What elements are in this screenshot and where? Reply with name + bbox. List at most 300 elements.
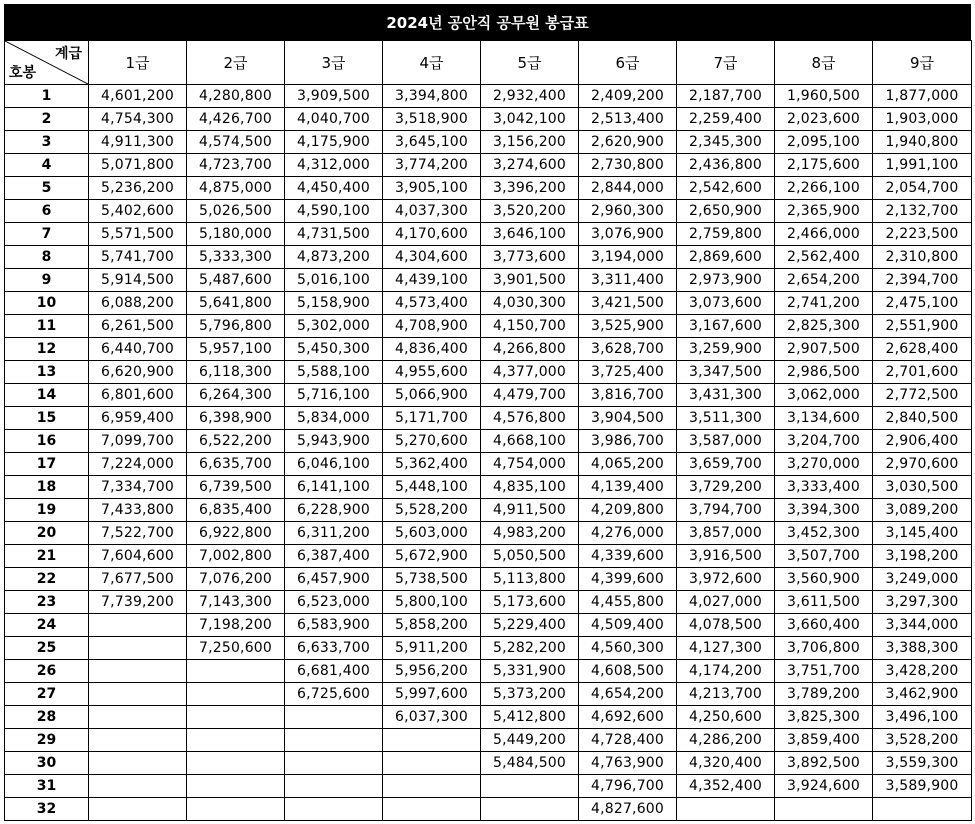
salary-cell: 3,431,300 <box>677 384 775 407</box>
salary-cell <box>89 660 187 683</box>
salary-cell: 3,857,000 <box>677 522 775 545</box>
salary-cell: 6,725,600 <box>285 683 383 706</box>
salary-cell: 2,840,500 <box>873 407 972 430</box>
salary-cell <box>285 775 383 798</box>
salary-cell: 4,754,300 <box>89 108 187 131</box>
table-row <box>5 752 972 775</box>
salary-cell: 2,475,100 <box>873 292 972 315</box>
salary-cell: 5,180,000 <box>187 223 285 246</box>
table-row <box>5 361 972 384</box>
salary-cell: 2,132,700 <box>873 200 972 223</box>
salary-cell: 4,479,700 <box>481 384 579 407</box>
salary-cell: 4,455,800 <box>579 591 677 614</box>
step-cell: 18 <box>5 476 89 499</box>
salary-cell: 6,440,700 <box>89 338 187 361</box>
salary-cell <box>285 798 383 821</box>
salary-cell: 5,914,500 <box>89 269 187 292</box>
step-cell: 30 <box>5 752 89 775</box>
salary-cell: 2,772,500 <box>873 384 972 407</box>
salary-cell: 2,825,300 <box>775 315 873 338</box>
salary-cell: 2,654,200 <box>775 269 873 292</box>
table-row <box>5 591 972 614</box>
salary-cell: 4,286,200 <box>677 729 775 752</box>
grade-header-6: 6급 <box>579 41 677 85</box>
salary-cell: 5,943,900 <box>285 430 383 453</box>
salary-cell: 4,723,700 <box>187 154 285 177</box>
salary-cell: 4,399,600 <box>579 568 677 591</box>
salary-cell: 1,903,000 <box>873 108 972 131</box>
salary-cell: 5,016,100 <box>285 269 383 292</box>
salary-cell: 6,922,800 <box>187 522 285 545</box>
salary-cell: 4,754,000 <box>481 453 579 476</box>
salary-cell: 7,677,500 <box>89 568 187 591</box>
table-row <box>5 246 972 269</box>
salary-cell <box>775 798 873 821</box>
salary-cell: 5,911,200 <box>383 637 481 660</box>
step-cell: 23 <box>5 591 89 614</box>
salary-cell: 7,433,800 <box>89 499 187 522</box>
salary-cell: 4,692,600 <box>579 706 677 729</box>
salary-cell: 5,173,600 <box>481 591 579 614</box>
salary-cell: 2,466,000 <box>775 223 873 246</box>
salary-cell: 4,654,200 <box>579 683 677 706</box>
salary-cell: 3,062,000 <box>775 384 873 407</box>
table-row <box>5 154 972 177</box>
salary-cell: 3,901,500 <box>481 269 579 292</box>
salary-cell: 3,816,700 <box>579 384 677 407</box>
salary-cell: 7,099,700 <box>89 430 187 453</box>
step-cell: 20 <box>5 522 89 545</box>
salary-cell: 5,229,400 <box>481 614 579 637</box>
salary-cell: 4,911,300 <box>89 131 187 154</box>
salary-cell: 5,302,000 <box>285 315 383 338</box>
step-cell: 7 <box>5 223 89 246</box>
salary-sheet <box>4 4 971 821</box>
salary-cell: 2,409,200 <box>579 85 677 108</box>
salary-cell: 3,421,500 <box>579 292 677 315</box>
salary-cell: 4,250,600 <box>677 706 775 729</box>
salary-cell: 3,347,500 <box>677 361 775 384</box>
salary-cell: 5,270,600 <box>383 430 481 453</box>
salary-cell: 5,716,100 <box>285 384 383 407</box>
salary-cell: 4,835,100 <box>481 476 579 499</box>
salary-cell: 4,426,700 <box>187 108 285 131</box>
salary-cell: 4,560,300 <box>579 637 677 660</box>
grade-header-9: 9급 <box>873 41 972 85</box>
salary-cell: 3,507,700 <box>775 545 873 568</box>
salary-cell: 6,264,300 <box>187 384 285 407</box>
step-cell: 5 <box>5 177 89 200</box>
step-cell: 25 <box>5 637 89 660</box>
salary-cell: 3,274,600 <box>481 154 579 177</box>
salary-cell: 4,276,000 <box>579 522 677 545</box>
salary-cell: 3,645,100 <box>383 131 481 154</box>
salary-cell: 2,175,600 <box>775 154 873 177</box>
salary-cell: 2,960,300 <box>579 200 677 223</box>
salary-cell: 3,388,300 <box>873 637 972 660</box>
step-cell: 29 <box>5 729 89 752</box>
grade-header-4: 4급 <box>383 41 481 85</box>
salary-cell: 2,436,800 <box>677 154 775 177</box>
salary-cell: 1,991,100 <box>873 154 972 177</box>
salary-cell: 4,170,600 <box>383 223 481 246</box>
salary-cell: 7,143,300 <box>187 591 285 614</box>
salary-cell: 2,310,800 <box>873 246 972 269</box>
salary-cell: 5,484,500 <box>481 752 579 775</box>
step-cell: 12 <box>5 338 89 361</box>
salary-cell: 3,198,200 <box>873 545 972 568</box>
salary-cell: 2,620,900 <box>579 131 677 154</box>
salary-cell: 3,774,200 <box>383 154 481 177</box>
salary-cell: 4,030,300 <box>481 292 579 315</box>
salary-cell: 4,027,000 <box>677 591 775 614</box>
salary-cell: 3,972,600 <box>677 568 775 591</box>
step-cell: 26 <box>5 660 89 683</box>
salary-cell: 5,402,600 <box>89 200 187 223</box>
salary-cell: 3,729,200 <box>677 476 775 499</box>
salary-cell: 3,794,700 <box>677 499 775 522</box>
step-cell: 15 <box>5 407 89 430</box>
salary-cell: 3,394,800 <box>383 85 481 108</box>
salary-cell: 3,089,200 <box>873 499 972 522</box>
salary-cell: 4,875,000 <box>187 177 285 200</box>
salary-cell: 4,911,500 <box>481 499 579 522</box>
salary-cell: 2,542,600 <box>677 177 775 200</box>
salary-cell: 6,635,700 <box>187 453 285 476</box>
salary-cell: 3,589,900 <box>873 775 972 798</box>
salary-cell: 6,228,900 <box>285 499 383 522</box>
salary-cell <box>89 775 187 798</box>
salary-cell: 4,796,700 <box>579 775 677 798</box>
table-row <box>5 729 972 752</box>
salary-cell: 3,587,000 <box>677 430 775 453</box>
salary-cell: 3,773,600 <box>481 246 579 269</box>
step-cell: 27 <box>5 683 89 706</box>
salary-cell: 2,054,700 <box>873 177 972 200</box>
salary-cell: 4,304,600 <box>383 246 481 269</box>
grade-header-1: 1급 <box>89 41 187 85</box>
salary-cell: 3,145,400 <box>873 522 972 545</box>
salary-cell: 4,576,800 <box>481 407 579 430</box>
salary-cell: 4,150,700 <box>481 315 579 338</box>
step-cell: 16 <box>5 430 89 453</box>
salary-cell: 6,681,400 <box>285 660 383 683</box>
table-row <box>5 223 972 246</box>
salary-cell: 5,741,700 <box>89 246 187 269</box>
salary-cell: 3,167,600 <box>677 315 775 338</box>
salary-cell: 6,311,200 <box>285 522 383 545</box>
salary-cell: 5,113,800 <box>481 568 579 591</box>
salary-cell: 4,873,200 <box>285 246 383 269</box>
table-row <box>5 499 972 522</box>
salary-cell: 7,522,700 <box>89 522 187 545</box>
salary-cell: 2,970,600 <box>873 453 972 476</box>
salary-cell <box>383 729 481 752</box>
table-row <box>5 85 972 108</box>
salary-cell: 2,844,000 <box>579 177 677 200</box>
salary-cell: 5,858,200 <box>383 614 481 637</box>
grade-axis-label: 계급 <box>54 46 82 62</box>
salary-cell: 4,509,400 <box>579 614 677 637</box>
salary-cell: 2,223,500 <box>873 223 972 246</box>
step-cell: 8 <box>5 246 89 269</box>
salary-cell <box>285 729 383 752</box>
salary-cell: 7,604,600 <box>89 545 187 568</box>
salary-cell: 4,312,000 <box>285 154 383 177</box>
salary-cell: 6,046,100 <box>285 453 383 476</box>
salary-cell: 5,362,400 <box>383 453 481 476</box>
table-row <box>5 292 972 315</box>
salary-cell: 5,449,200 <box>481 729 579 752</box>
salary-cell: 4,377,000 <box>481 361 579 384</box>
salary-cell: 2,345,300 <box>677 131 775 154</box>
salary-cell <box>89 683 187 706</box>
salary-cell: 3,628,700 <box>579 338 677 361</box>
salary-cell: 5,641,800 <box>187 292 285 315</box>
salary-cell: 3,249,000 <box>873 568 972 591</box>
salary-cell: 3,751,700 <box>775 660 873 683</box>
salary-cell: 4,590,100 <box>285 200 383 223</box>
salary-cell: 6,633,700 <box>285 637 383 660</box>
salary-cell: 2,741,200 <box>775 292 873 315</box>
salary-cell: 4,280,800 <box>187 85 285 108</box>
table-row <box>5 660 972 683</box>
salary-cell: 3,333,400 <box>775 476 873 499</box>
salary-cell: 5,026,500 <box>187 200 285 223</box>
salary-cell: 5,571,500 <box>89 223 187 246</box>
salary-cell: 6,583,900 <box>285 614 383 637</box>
salary-cell: 7,739,200 <box>89 591 187 614</box>
table-row <box>5 614 972 637</box>
salary-cell: 5,956,200 <box>383 660 481 683</box>
salary-cell <box>187 798 285 821</box>
salary-cell: 6,739,500 <box>187 476 285 499</box>
salary-cell <box>187 775 285 798</box>
salary-cell: 5,448,100 <box>383 476 481 499</box>
salary-cell: 4,320,400 <box>677 752 775 775</box>
salary-cell: 5,796,800 <box>187 315 285 338</box>
table-row <box>5 430 972 453</box>
salary-cell: 4,175,900 <box>285 131 383 154</box>
salary-cell: 3,452,300 <box>775 522 873 545</box>
salary-cell: 4,065,200 <box>579 453 677 476</box>
corner-header-cell <box>5 41 89 85</box>
step-cell: 1 <box>5 85 89 108</box>
salary-cell: 4,037,300 <box>383 200 481 223</box>
salary-cell: 4,668,100 <box>481 430 579 453</box>
salary-cell: 5,158,900 <box>285 292 383 315</box>
salary-cell: 6,457,900 <box>285 568 383 591</box>
step-cell: 4 <box>5 154 89 177</box>
salary-cell: 5,603,000 <box>383 522 481 545</box>
salary-cell: 2,869,600 <box>677 246 775 269</box>
grade-header-3: 3급 <box>285 41 383 85</box>
salary-cell: 3,986,700 <box>579 430 677 453</box>
salary-cell <box>89 752 187 775</box>
salary-cell: 5,997,600 <box>383 683 481 706</box>
salary-cell: 3,073,600 <box>677 292 775 315</box>
salary-cell: 2,932,400 <box>481 85 579 108</box>
salary-cell: 3,660,400 <box>775 614 873 637</box>
salary-cell: 3,924,600 <box>775 775 873 798</box>
salary-cell: 2,551,900 <box>873 315 972 338</box>
table-row <box>5 200 972 223</box>
salary-cell: 3,396,200 <box>481 177 579 200</box>
step-cell: 10 <box>5 292 89 315</box>
salary-cell <box>89 614 187 637</box>
salary-cell: 3,706,800 <box>775 637 873 660</box>
salary-cell: 2,095,100 <box>775 131 873 154</box>
step-cell: 17 <box>5 453 89 476</box>
salary-cell: 4,040,700 <box>285 108 383 131</box>
salary-cell: 3,042,100 <box>481 108 579 131</box>
salary-cell <box>677 798 775 821</box>
salary-cell <box>187 752 285 775</box>
salary-cell: 6,959,400 <box>89 407 187 430</box>
salary-cell: 3,462,900 <box>873 683 972 706</box>
salary-cell: 4,439,100 <box>383 269 481 292</box>
step-cell: 14 <box>5 384 89 407</box>
salary-cell <box>481 798 579 821</box>
salary-cell: 3,916,500 <box>677 545 775 568</box>
salary-cell: 5,800,100 <box>383 591 481 614</box>
salary-cell: 1,877,000 <box>873 85 972 108</box>
table-row <box>5 407 972 430</box>
salary-cell: 4,827,600 <box>579 798 677 821</box>
salary-cell: 5,672,900 <box>383 545 481 568</box>
salary-cell: 4,450,400 <box>285 177 383 200</box>
salary-cell: 3,520,200 <box>481 200 579 223</box>
table-row <box>5 545 972 568</box>
salary-table-body <box>5 85 972 821</box>
salary-cell: 6,801,600 <box>89 384 187 407</box>
salary-cell: 2,259,400 <box>677 108 775 131</box>
salary-cell: 2,650,900 <box>677 200 775 223</box>
table-row <box>5 338 972 361</box>
salary-cell: 5,282,200 <box>481 637 579 660</box>
step-axis-label: 호봉 <box>9 65 37 81</box>
step-cell: 19 <box>5 499 89 522</box>
salary-cell: 3,725,400 <box>579 361 677 384</box>
salary-cell: 5,834,000 <box>285 407 383 430</box>
salary-cell: 6,835,400 <box>187 499 285 522</box>
table-row <box>5 269 972 292</box>
salary-cell: 5,957,100 <box>187 338 285 361</box>
salary-cell: 3,194,000 <box>579 246 677 269</box>
step-cell: 6 <box>5 200 89 223</box>
salary-cell: 4,836,400 <box>383 338 481 361</box>
step-cell: 13 <box>5 361 89 384</box>
salary-cell: 7,334,700 <box>89 476 187 499</box>
salary-cell <box>285 706 383 729</box>
salary-cell: 3,518,900 <box>383 108 481 131</box>
salary-cell: 5,487,600 <box>187 269 285 292</box>
salary-cell: 4,608,500 <box>579 660 677 683</box>
salary-cell: 5,066,900 <box>383 384 481 407</box>
salary-cell: 2,907,500 <box>775 338 873 361</box>
salary-cell: 4,209,800 <box>579 499 677 522</box>
salary-cell: 2,973,900 <box>677 269 775 292</box>
table-row <box>5 683 972 706</box>
table-row <box>5 131 972 154</box>
table-row <box>5 476 972 499</box>
salary-cell: 2,730,800 <box>579 154 677 177</box>
salary-cell: 5,333,300 <box>187 246 285 269</box>
salary-cell <box>383 752 481 775</box>
step-cell: 22 <box>5 568 89 591</box>
salary-cell <box>873 798 972 821</box>
salary-cell: 3,559,300 <box>873 752 972 775</box>
salary-cell: 3,528,200 <box>873 729 972 752</box>
salary-cell: 6,522,200 <box>187 430 285 453</box>
salary-cell: 4,731,500 <box>285 223 383 246</box>
salary-cell: 3,905,100 <box>383 177 481 200</box>
salary-cell: 4,601,200 <box>89 85 187 108</box>
salary-cell: 5,738,500 <box>383 568 481 591</box>
salary-cell: 3,496,100 <box>873 706 972 729</box>
salary-cell: 5,450,300 <box>285 338 383 361</box>
salary-cell <box>481 775 579 798</box>
salary-cell: 4,983,200 <box>481 522 579 545</box>
header-row <box>5 41 972 85</box>
table-row <box>5 384 972 407</box>
salary-cell: 2,562,400 <box>775 246 873 269</box>
salary-cell: 5,171,700 <box>383 407 481 430</box>
salary-cell: 6,387,400 <box>285 545 383 568</box>
salary-cell: 7,076,200 <box>187 568 285 591</box>
salary-cell: 3,311,400 <box>579 269 677 292</box>
salary-cell: 5,071,800 <box>89 154 187 177</box>
step-cell: 24 <box>5 614 89 637</box>
salary-cell: 3,030,500 <box>873 476 972 499</box>
step-cell: 32 <box>5 798 89 821</box>
salary-cell <box>89 637 187 660</box>
salary-cell: 3,270,000 <box>775 453 873 476</box>
salary-cell: 3,789,200 <box>775 683 873 706</box>
table-row <box>5 315 972 338</box>
salary-cell: 2,759,800 <box>677 223 775 246</box>
salary-cell: 3,511,300 <box>677 407 775 430</box>
salary-cell: 3,428,200 <box>873 660 972 683</box>
salary-cell: 6,037,300 <box>383 706 481 729</box>
salary-cell: 4,127,300 <box>677 637 775 660</box>
salary-cell: 2,513,400 <box>579 108 677 131</box>
salary-cell: 6,261,500 <box>89 315 187 338</box>
salary-cell: 6,620,900 <box>89 361 187 384</box>
salary-cell: 7,250,600 <box>187 637 285 660</box>
table-row <box>5 706 972 729</box>
grade-header-7: 7급 <box>677 41 775 85</box>
salary-cell: 2,701,600 <box>873 361 972 384</box>
salary-cell: 5,528,200 <box>383 499 481 522</box>
salary-table <box>4 40 972 821</box>
step-cell: 11 <box>5 315 89 338</box>
salary-cell: 3,904,500 <box>579 407 677 430</box>
salary-cell: 3,611,500 <box>775 591 873 614</box>
salary-cell <box>187 683 285 706</box>
salary-cell: 6,088,200 <box>89 292 187 315</box>
salary-cell: 2,906,400 <box>873 430 972 453</box>
salary-cell <box>383 775 481 798</box>
salary-cell: 5,373,200 <box>481 683 579 706</box>
salary-cell: 2,628,400 <box>873 338 972 361</box>
grade-header-2: 2급 <box>187 41 285 85</box>
salary-cell <box>383 798 481 821</box>
step-cell: 3 <box>5 131 89 154</box>
salary-cell: 4,955,600 <box>383 361 481 384</box>
salary-cell: 3,076,900 <box>579 223 677 246</box>
salary-cell: 4,352,400 <box>677 775 775 798</box>
